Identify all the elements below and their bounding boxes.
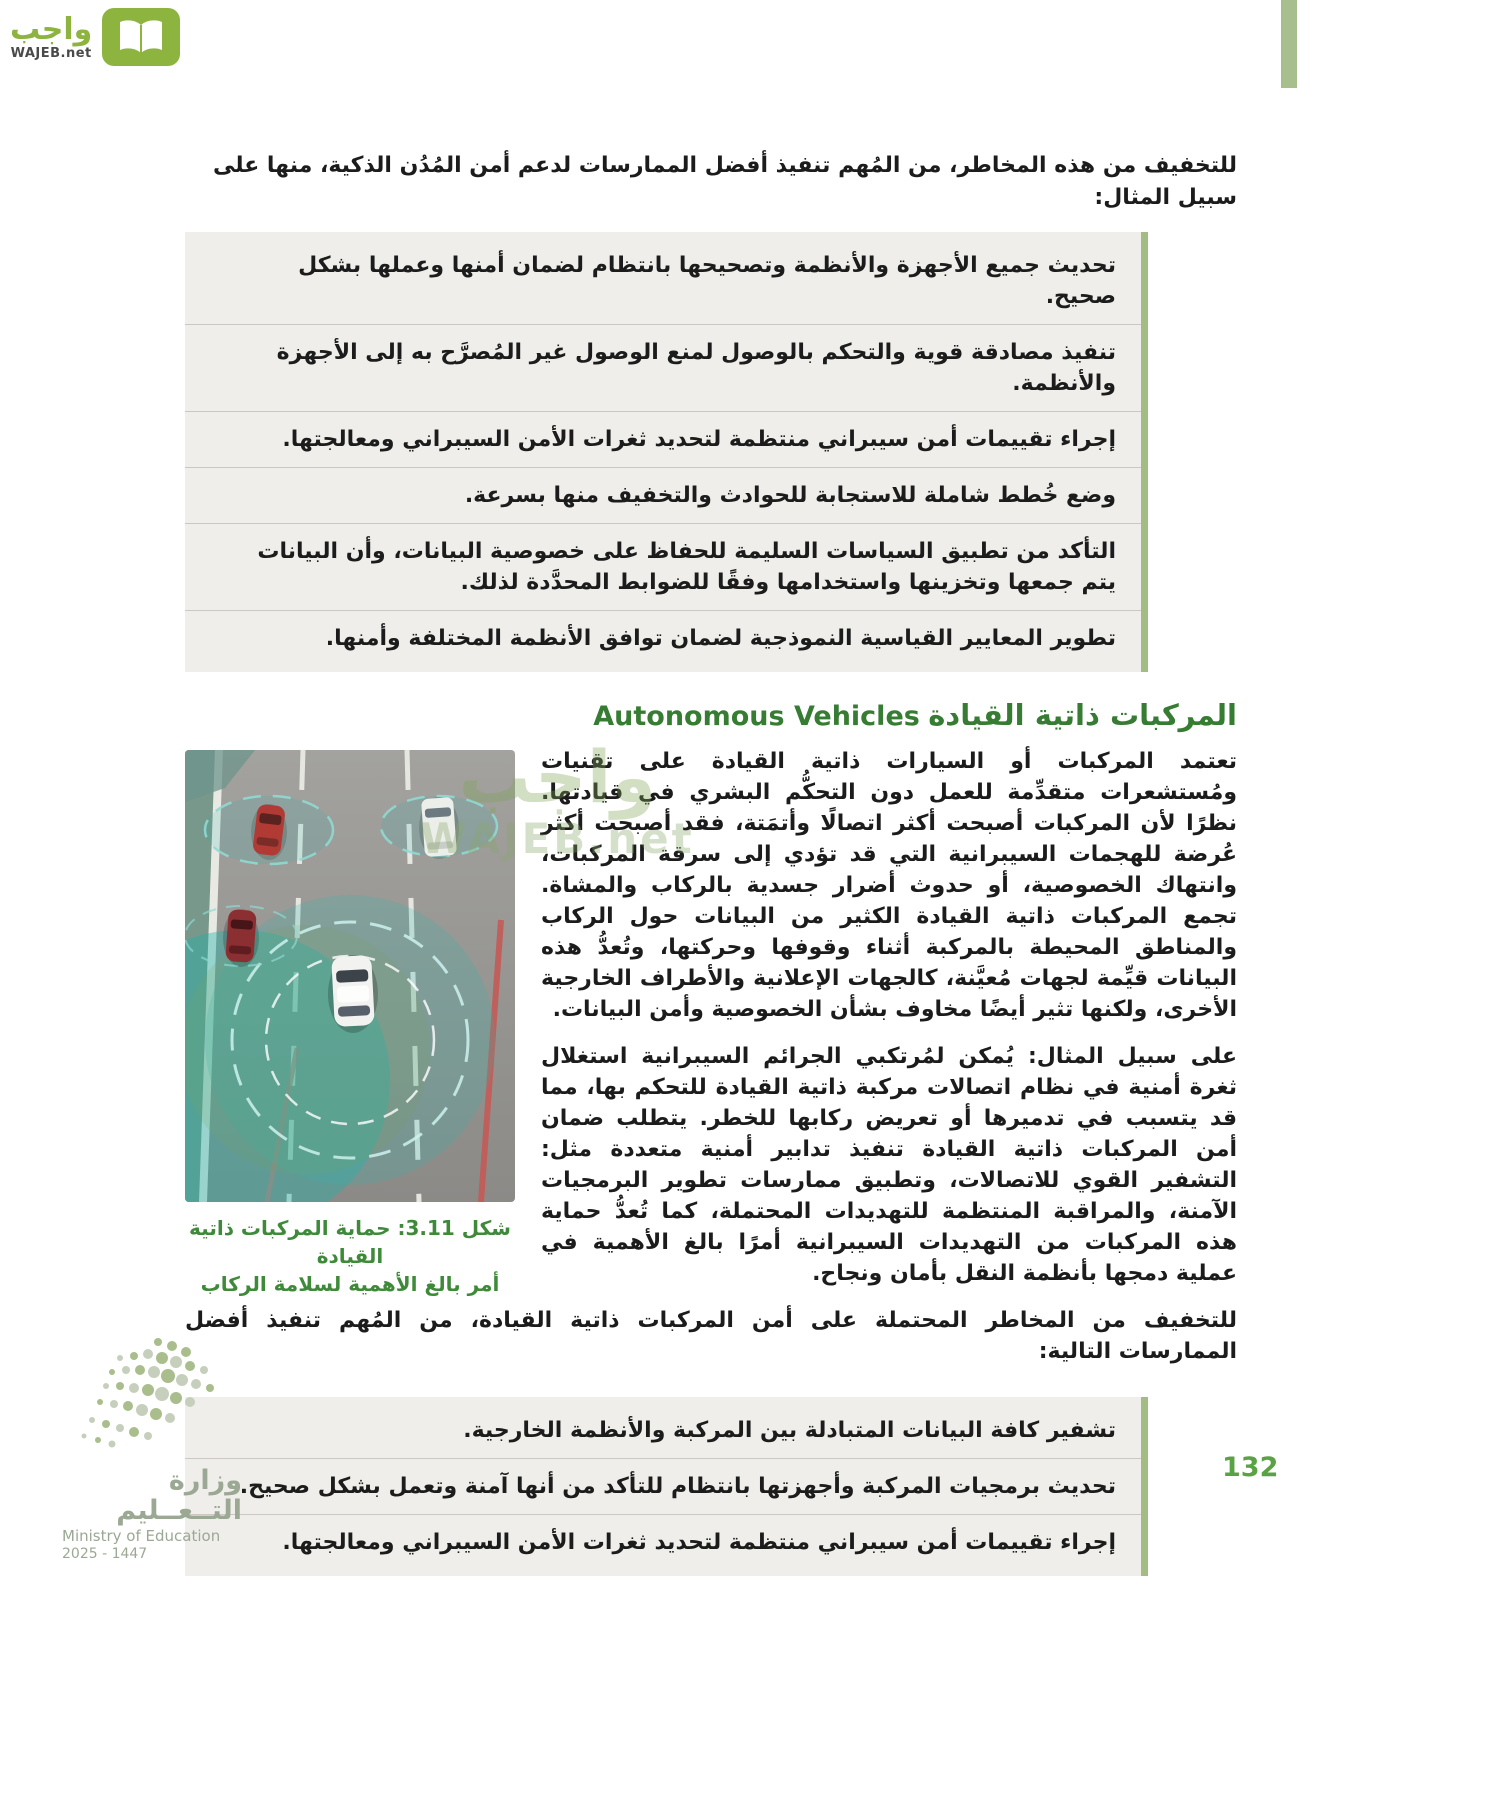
practice-item: التأكد من تطبيق السياسات السليمة للحفاظ على خصوصية البيانات، وأن البيانات يتم جمعها وتخزينها واستخدامها وفقًا للضوابط المحدَّدة لذلك.: [185, 524, 1148, 611]
wajeb-logo-arabic: واجب: [10, 11, 93, 47]
watermark-arabic: واجب: [458, 735, 657, 819]
wajeb-logo: [10, 8, 180, 66]
body-paragraph: تعتمد المركبات أو السيارات ذاتية القيادة على تقنيات ومُستشعرات متقدِّمة للعمل دون التحكُّم البشري في قيادتها. نظرًا لأن المركبات أصبحت أكثر اتصالًا وأتمَتة، فقد أصبحت أكثر عُرضة للهجمات السيبرانية التي قد تؤدي إلى سرقة المركبات، وانتهاك الخصوصية، أو حدوث أضرار جسدية بالركاب والمشاة. تجمع المركبات ذاتية القيادة الكثير من البيانات حول الركاب والمناطق المحيطة بالمركبة أثناء وقوفها وحركتها، وتُعدُّ هذه البيانات قيِّمة لجهات مُعيَّنة، كالجهات الإعلانية والأطراف الخارجية الأخرى، ولكنها تثير أيضًا مخاوف بشأن الخصوصية وأمن البيانات.: [541, 749, 1237, 1022]
watermark-english: WAJEB.net: [420, 814, 695, 863]
smart-city-practices-box: [185, 232, 1148, 672]
figure-caption-line2: أمر بالغ الأهمية لسلامة الركاب: [200, 1272, 500, 1296]
body-paragraph: على سبيل المثال: يُمكن لمُرتكبي الجرائم السيبرانية استغلال ثغرة أمنية في نظام اتصالات مركبة ذاتية القيادة للتحكم بها، مما قد يتسبب في تدميرها أو تعريض ركابها للخطر. يتطلب ضمان أمن المركبات ذاتية القيادة تنفيذ تدابير أمنية متعددة مثل: التشفير القوي للاتصالات، وتطبيق ممارسات تطوير البرمجيات الآمنة، والمراقبة المنتظمة للتهديدات المحتملة، كما تُعدُّ حماية هذه المركبات من التهديدات السيبرانية أمرًا بالغ الأهمية في عملية دمجها بأنظمة النقل بأمان ونجاح.: [541, 1044, 1237, 1286]
wajeb-logo-text: [10, 11, 93, 61]
autonomous-vehicles-photo: [185, 750, 515, 1202]
page-edge-tab: [1281, 0, 1297, 88]
practice-item: تحديث جميع الأجهزة والأنظمة وتصحيحها بانتظام لضمان أمنها وعملها بشكل صحيح.: [185, 238, 1148, 325]
practice-item: تحديث برمجيات المركبة وأجهزتها بانتظام للتأكد من أنها آمنة وتعمل بشكل صحيح.: [185, 1459, 1148, 1515]
section-title-english: Autonomous Vehicles: [593, 701, 920, 732]
body-paragraph: للتخفيف من المخاطر المحتملة على أمن المركبات ذاتية القيادة، من المُهم تنفيذ أفضل الممارسات التالية:: [185, 1308, 1237, 1364]
av-practices-box: [185, 1397, 1148, 1576]
ministry-logo: [62, 1332, 292, 1562]
practice-item: تطوير المعايير القياسية النموذجية لضمان توافق الأنظمة المختلفة وأمنها.: [325, 626, 1116, 651]
book-icon: [102, 8, 180, 66]
wajeb-logo-english: WAJEB.net: [10, 45, 92, 61]
page-number: 132: [1222, 1452, 1279, 1483]
page-content: [185, 150, 1237, 1602]
practice-item: وضع خُطط شاملة للاستجابة للحوادث والتخفيف منها بسرعة.: [185, 468, 1148, 524]
section-heading: [185, 698, 1237, 732]
practice-item: تنفيذ مصادقة قوية والتحكم بالوصول لمنع الوصول غير المُصرَّح به إلى الأجهزة والأنظمة.: [185, 325, 1148, 412]
practice-item: تشفير كافة البيانات المتبادلة بين المركبة والأنظمة الخارجية.: [185, 1403, 1148, 1459]
practice-item: إجراء تقييمات أمن سيبراني منتظمة لتحديد ثغرات الأمن السيبراني ومعالجتها.: [185, 412, 1148, 468]
figure-caption: [185, 1214, 515, 1298]
figure-3-11: [185, 750, 515, 1298]
practice-item: إجراء تقييمات أمن سيبراني منتظمة لتحديد ثغرات الأمن السيبراني ومعالجتها.: [282, 1530, 1116, 1555]
ministry-years: 2025 - 1447: [62, 1546, 148, 1562]
intro-paragraph: للتخفيف من هذه المخاطر، من المُهم تنفيذ أفضل الممارسات لدعم أمن المُدُن الذكية، منها على سبيل المثال:: [213, 153, 1237, 210]
ministry-dots-icon: [62, 1332, 242, 1458]
figure-caption-line1: شكل 3.11: حماية المركبات ذاتية القيادة: [189, 1216, 511, 1268]
ministry-name-english: Ministry of Education: [62, 1527, 221, 1545]
section-title-arabic: المركبات ذاتية القيادة: [928, 698, 1237, 732]
ministry-name-arabic: وزارة التــعــليم: [116, 1465, 242, 1526]
